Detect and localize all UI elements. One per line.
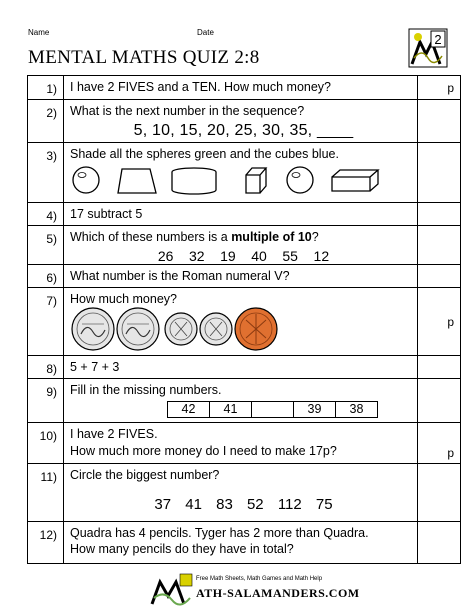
answer-box[interactable]: p (418, 288, 461, 356)
answer-box[interactable] (418, 100, 461, 143)
question-row-10 (28, 423, 461, 464)
question-number: 8) (28, 356, 64, 379)
number-choices[interactable]: 26 32 19 40 55 12 (157, 248, 330, 264)
question-text: Shade all the spheres green and the cubes blue. (70, 147, 339, 161)
question-cell (64, 379, 418, 423)
answer-box[interactable] (418, 265, 461, 288)
question-number: 1) (28, 76, 64, 100)
copper-coin-icon (235, 308, 277, 350)
question-row-3 (28, 143, 461, 203)
number-choices[interactable]: 37 41 83 52 112 75 (154, 496, 333, 513)
question-cell (64, 464, 418, 522)
coins-row (70, 306, 310, 352)
question-row-8 (28, 356, 461, 379)
question-text: 17 subtract 5 (64, 203, 418, 226)
question-text: 5 + 7 + 3 (64, 356, 418, 379)
silver-coin-icon (200, 313, 232, 345)
question-row-6 (28, 265, 461, 288)
grid-cell: 39 (293, 401, 336, 418)
answer-box[interactable] (418, 203, 461, 226)
sphere-icon[interactable] (73, 167, 99, 193)
grid-cell-blank[interactable] (251, 401, 294, 418)
question-text (70, 230, 417, 244)
question-text: Quadra has 4 pencils. Tyger has 2 more than Quadra. (70, 526, 369, 540)
question-row-12 (28, 522, 461, 564)
silver-coin-icon (72, 308, 114, 350)
answer-box[interactable] (418, 356, 461, 379)
salamander-logo-icon (408, 28, 448, 68)
question-text-part: Which of these numbers is a (70, 230, 232, 244)
question-text: Circle the biggest number? (70, 468, 220, 482)
question-row-9 (28, 379, 461, 423)
question-number: 3) (28, 143, 64, 203)
question-number: 10) (28, 423, 64, 464)
question-text: How many pencils do they have in total? (70, 542, 294, 556)
question-text: What is the next number in the sequence? (70, 104, 305, 118)
question-text-bold: multiple of 10 (231, 230, 312, 244)
footer-site-link[interactable]: ATH-SALAMANDERS.COM (196, 586, 360, 600)
page-title: MENTAL MATHS QUIZ 2:8 (28, 47, 260, 68)
question-row-2 (28, 100, 461, 143)
number-grid (168, 401, 417, 418)
answer-box[interactable] (418, 143, 461, 203)
silver-coin-icon (165, 313, 197, 345)
answer-box[interactable]: p (418, 76, 461, 100)
question-number: 2) (28, 100, 64, 143)
question-number: 11) (28, 464, 64, 522)
cylinder-icon[interactable] (172, 168, 216, 194)
question-text-part: ? (311, 230, 319, 244)
sphere-icon[interactable] (287, 167, 313, 193)
level-badge: 2 (434, 32, 442, 47)
answer-box[interactable] (418, 464, 461, 522)
question-cell (64, 143, 418, 203)
question-row-11 (28, 464, 461, 522)
grid-cell: 41 (209, 401, 252, 418)
name-label: Name (28, 28, 50, 37)
question-row-1 (28, 76, 461, 100)
cube-icon[interactable] (246, 168, 266, 193)
question-cell (64, 423, 418, 464)
question-text: What number is the Roman numeral V? (64, 265, 418, 288)
question-number: 12) (28, 522, 64, 564)
question-text: How much money? (70, 292, 177, 306)
quiz-table (27, 75, 461, 564)
shapes-row (70, 161, 410, 199)
answer-box[interactable] (418, 522, 461, 564)
salamander-mascot-icon (150, 572, 196, 608)
footer-tagline: Free Math Sheets, Math Games and Math Help (196, 576, 323, 582)
question-row-5 (28, 226, 461, 265)
question-number: 9) (28, 379, 64, 423)
question-number: 6) (28, 265, 64, 288)
date-label: Date (197, 28, 214, 37)
silver-coin-icon (117, 308, 159, 350)
trapezoid-icon[interactable] (118, 169, 156, 193)
question-cell (64, 100, 418, 143)
question-number: 7) (28, 288, 64, 356)
question-number: 4) (28, 203, 64, 226)
question-text: Fill in the missing numbers. (70, 383, 222, 397)
grid-cell: 38 (335, 401, 378, 418)
question-cell (64, 226, 418, 265)
answer-box[interactable] (418, 226, 461, 265)
number-sequence: 5, 10, 15, 20, 25, 30, 35, ____ (133, 122, 354, 139)
question-cell (64, 288, 418, 356)
question-number: 5) (28, 226, 64, 265)
grid-cell: 42 (167, 401, 210, 418)
question-text: I have 2 FIVES. (70, 427, 158, 441)
question-row-4 (28, 203, 461, 226)
question-cell (64, 522, 418, 564)
question-row-7 (28, 288, 461, 356)
question-text: I have 2 FIVES and a TEN. How much money? (64, 76, 418, 100)
answer-box[interactable] (418, 379, 461, 423)
question-text: How much more money do I need to make 17p? (70, 444, 337, 458)
cuboid-icon[interactable] (332, 170, 378, 191)
answer-box[interactable]: p (418, 423, 461, 464)
